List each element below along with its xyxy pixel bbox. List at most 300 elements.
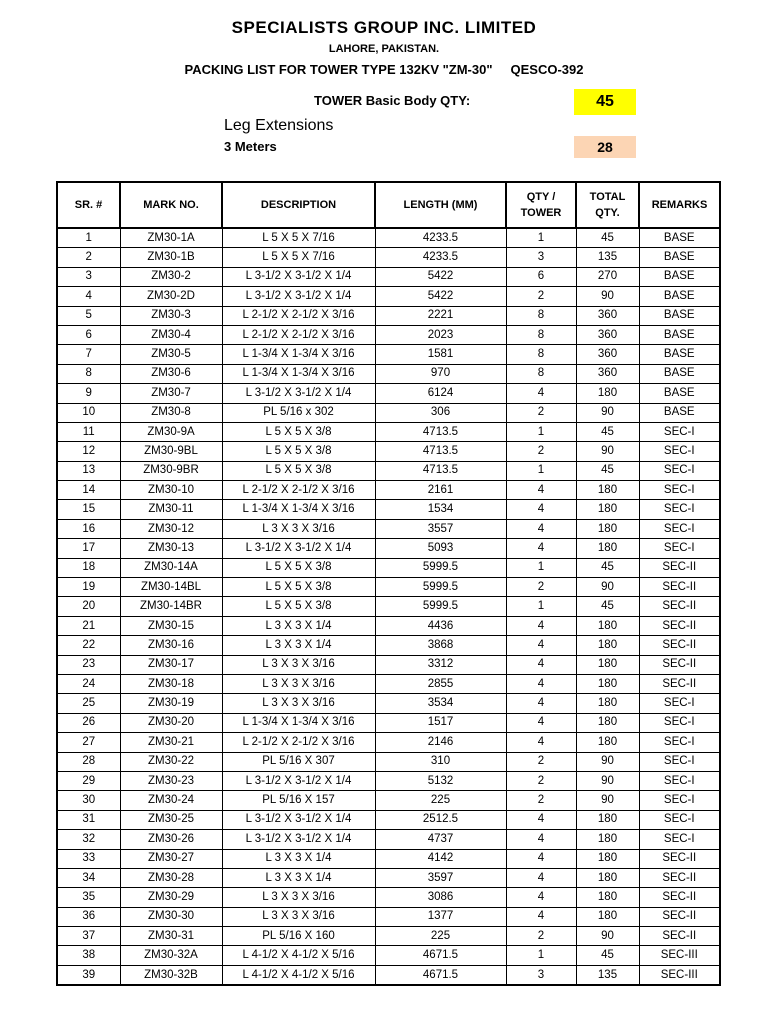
cell-description: PL 5/16 X 157 [222,791,375,810]
cell-total-qty: 90 [576,771,639,790]
cell-sr: 17 [57,539,120,558]
cell-mark-no: ZM30-20 [120,713,222,732]
cell-mark-no: ZM30-27 [120,849,222,868]
packing-list-title [0,62,768,77]
cell-mark-no: ZM30-14A [120,558,222,577]
cell-length: 2023 [375,325,506,344]
cell-total-qty: 180 [576,907,639,926]
cell-description: L 3 X 3 X 1/4 [222,849,375,868]
cell-remarks: BASE [639,248,720,267]
col-header-total-qty-text: TOTAL QTY. [589,191,626,219]
cell-remarks: SEC-II [639,636,720,655]
cell-sr: 15 [57,500,120,519]
cell-qty-tower: 1 [506,461,576,480]
cell-mark-no: ZM30-19 [120,694,222,713]
table-row [57,810,720,829]
table-row [57,384,720,403]
cell-total-qty: 45 [576,422,639,441]
cell-length: 4233.5 [375,228,506,248]
cell-sr: 35 [57,888,120,907]
cell-mark-no: ZM30-9BR [120,461,222,480]
cell-qty-tower: 1 [506,422,576,441]
cell-total-qty: 360 [576,325,639,344]
cell-length: 225 [375,791,506,810]
cell-mark-no: ZM30-5 [120,345,222,364]
cell-length: 4671.5 [375,946,506,965]
cell-qty-tower: 4 [506,733,576,752]
table-row [57,442,720,461]
cell-mark-no: ZM30-29 [120,888,222,907]
cell-qty-tower: 3 [506,965,576,985]
cell-length: 3557 [375,519,506,538]
cell-total-qty: 180 [576,674,639,693]
cell-remarks: SEC-II [639,927,720,946]
cell-description: L 4-1/2 X 4-1/2 X 5/16 [222,965,375,985]
table-row [57,461,720,480]
cell-length: 5999.5 [375,558,506,577]
cell-sr: 34 [57,868,120,887]
cell-description: L 5 X 5 X 3/8 [222,422,375,441]
cell-qty-tower: 4 [506,810,576,829]
cell-sr: 25 [57,694,120,713]
cell-length: 2221 [375,306,506,325]
cell-qty-tower: 4 [506,655,576,674]
cell-total-qty: 90 [576,578,639,597]
cell-remarks: BASE [639,306,720,325]
table-row [57,481,720,500]
cell-description: L 5 X 5 X 7/16 [222,248,375,267]
table-row [57,636,720,655]
cell-length: 1517 [375,713,506,732]
col-header-remarks: REMARKS [639,182,720,228]
cell-mark-no: ZM30-2 [120,267,222,286]
cell-description: L 3 X 3 X 3/16 [222,888,375,907]
cell-remarks: SEC-III [639,965,720,985]
cell-mark-no: ZM30-4 [120,325,222,344]
cell-total-qty: 45 [576,946,639,965]
cell-total-qty: 45 [576,597,639,616]
cell-description: L 3-1/2 X 3-1/2 X 1/4 [222,287,375,306]
cell-length: 5093 [375,539,506,558]
cell-length: 5999.5 [375,597,506,616]
cell-sr: 7 [57,345,120,364]
cell-total-qty: 135 [576,248,639,267]
table-row [57,907,720,926]
cell-sr: 11 [57,422,120,441]
cell-mark-no: ZM30-8 [120,403,222,422]
cell-description: L 1-3/4 X 1-3/4 X 3/16 [222,713,375,732]
cell-total-qty: 180 [576,830,639,849]
cell-total-qty: 90 [576,752,639,771]
cell-length: 1581 [375,345,506,364]
col-header-mark-no: MARK NO. [120,182,222,228]
cell-description: L 3-1/2 X 3-1/2 X 1/4 [222,267,375,286]
cell-total-qty: 45 [576,461,639,480]
cell-mark-no: ZM30-32A [120,946,222,965]
cell-length: 2855 [375,674,506,693]
cell-remarks: SEC-I [639,422,720,441]
cell-qty-tower: 1 [506,228,576,248]
cell-total-qty: 180 [576,655,639,674]
cell-mark-no: ZM30-32B [120,965,222,985]
cell-remarks: BASE [639,345,720,364]
cell-mark-no: ZM30-14BL [120,578,222,597]
cell-description: L 3 X 3 X 3/16 [222,519,375,538]
cell-total-qty: 90 [576,403,639,422]
cell-description: L 3 X 3 X 3/16 [222,674,375,693]
cell-description: L 3-1/2 X 3-1/2 X 1/4 [222,771,375,790]
table-row [57,791,720,810]
cell-sr: 6 [57,325,120,344]
cell-qty-tower: 1 [506,597,576,616]
table-row [57,830,720,849]
cell-description: L 5 X 5 X 3/8 [222,461,375,480]
packing-list-table [56,181,721,986]
cell-sr: 1 [57,228,120,248]
cell-mark-no: ZM30-13 [120,539,222,558]
cell-qty-tower: 4 [506,907,576,926]
project-reference: QESCO-392 [510,62,584,77]
cell-remarks: SEC-I [639,461,720,480]
cell-description: L 3 X 3 X 1/4 [222,868,375,887]
cell-sr: 3 [57,267,120,286]
table-row [57,248,720,267]
cell-mark-no: ZM30-2D [120,287,222,306]
cell-total-qty: 45 [576,228,639,248]
cell-qty-tower: 2 [506,771,576,790]
col-header-qty-tower [506,182,576,228]
cell-description: L 5 X 5 X 3/8 [222,442,375,461]
table-header-row [57,182,720,228]
cell-total-qty: 360 [576,306,639,325]
cell-sr: 31 [57,810,120,829]
cell-sr: 5 [57,306,120,325]
cell-remarks: SEC-II [639,578,720,597]
cell-remarks: SEC-II [639,558,720,577]
table-row [57,713,720,732]
cell-qty-tower: 4 [506,636,576,655]
table-row [57,888,720,907]
basic-body-qty-label: TOWER Basic Body QTY: [314,93,471,108]
table-row [57,558,720,577]
cell-length: 4713.5 [375,422,506,441]
cell-mark-no: ZM30-15 [120,616,222,635]
cell-sr: 33 [57,849,120,868]
cell-remarks: SEC-I [639,500,720,519]
cell-remarks: BASE [639,228,720,248]
cell-description: L 3-1/2 X 3-1/2 X 1/4 [222,810,375,829]
cell-sr: 13 [57,461,120,480]
cell-mark-no: ZM30-9A [120,422,222,441]
cell-length: 5132 [375,771,506,790]
cell-sr: 27 [57,733,120,752]
cell-sr: 29 [57,771,120,790]
cell-sr: 19 [57,578,120,597]
cell-qty-tower: 4 [506,616,576,635]
cell-qty-tower: 3 [506,248,576,267]
cell-mark-no: ZM30-1A [120,228,222,248]
cell-remarks: SEC-I [639,791,720,810]
cell-qty-tower: 4 [506,849,576,868]
cell-description: L 3 X 3 X 1/4 [222,616,375,635]
cell-total-qty: 180 [576,888,639,907]
cell-mark-no: ZM30-14BR [120,597,222,616]
cell-sr: 28 [57,752,120,771]
cell-remarks: BASE [639,384,720,403]
cell-description: L 1-3/4 X 1-3/4 X 3/16 [222,500,375,519]
cell-description: L 2-1/2 X 2-1/2 X 3/16 [222,481,375,500]
cell-mark-no: ZM30-26 [120,830,222,849]
cell-sr: 32 [57,830,120,849]
table-row [57,694,720,713]
cell-remarks: SEC-II [639,907,720,926]
cell-remarks: BASE [639,403,720,422]
cell-sr: 10 [57,403,120,422]
cell-sr: 12 [57,442,120,461]
cell-sr: 20 [57,597,120,616]
cell-mark-no: ZM30-3 [120,306,222,325]
cell-remarks: BASE [639,287,720,306]
cell-qty-tower: 8 [506,306,576,325]
table-row [57,500,720,519]
cell-remarks: SEC-II [639,616,720,635]
cell-length: 4233.5 [375,248,506,267]
cell-total-qty: 180 [576,500,639,519]
cell-qty-tower: 2 [506,927,576,946]
cell-qty-tower: 2 [506,287,576,306]
cell-mark-no: ZM30-9BL [120,442,222,461]
cell-description: L 3-1/2 X 3-1/2 X 1/4 [222,830,375,849]
cell-remarks: BASE [639,267,720,286]
cell-qty-tower: 2 [506,578,576,597]
cell-qty-tower: 2 [506,752,576,771]
cell-description: L 5 X 5 X 3/8 [222,558,375,577]
cell-length: 310 [375,752,506,771]
cell-remarks: SEC-I [639,539,720,558]
cell-remarks: SEC-II [639,888,720,907]
cell-qty-tower: 4 [506,481,576,500]
cell-sr: 22 [57,636,120,655]
cell-remarks: SEC-I [639,771,720,790]
cell-total-qty: 180 [576,616,639,635]
cell-length: 970 [375,364,506,383]
cell-sr: 16 [57,519,120,538]
table-row [57,927,720,946]
cell-description: L 3 X 3 X 3/16 [222,907,375,926]
cell-length: 4436 [375,616,506,635]
cell-sr: 38 [57,946,120,965]
cell-mark-no: ZM30-18 [120,674,222,693]
cell-sr: 4 [57,287,120,306]
table-row [57,422,720,441]
table-row [57,539,720,558]
table-row [57,306,720,325]
cell-remarks: BASE [639,325,720,344]
cell-qty-tower: 4 [506,384,576,403]
cell-qty-tower: 4 [506,830,576,849]
cell-mark-no: ZM30-7 [120,384,222,403]
cell-total-qty: 90 [576,287,639,306]
cell-description: PL 5/16 X 160 [222,927,375,946]
cell-remarks: SEC-I [639,481,720,500]
cell-description: L 5 X 5 X 3/8 [222,597,375,616]
col-header-sr: SR. # [57,182,120,228]
cell-total-qty: 180 [576,481,639,500]
cell-sr: 30 [57,791,120,810]
cell-length: 2146 [375,733,506,752]
cell-length: 6124 [375,384,506,403]
cell-remarks: SEC-III [639,946,720,965]
cell-remarks: SEC-I [639,830,720,849]
cell-qty-tower: 2 [506,403,576,422]
table-row [57,616,720,635]
cell-remarks: SEC-I [639,733,720,752]
cell-mark-no: ZM30-1B [120,248,222,267]
cell-mark-no: ZM30-11 [120,500,222,519]
cell-total-qty: 180 [576,810,639,829]
cell-sr: 21 [57,616,120,635]
col-header-total-qty [576,182,639,228]
cell-length: 3868 [375,636,506,655]
cell-remarks: SEC-I [639,519,720,538]
cell-description: L 3-1/2 X 3-1/2 X 1/4 [222,539,375,558]
cell-length: 4713.5 [375,442,506,461]
col-header-description: DESCRIPTION [222,182,375,228]
cell-remarks: SEC-II [639,655,720,674]
table-row [57,345,720,364]
cell-qty-tower: 4 [506,500,576,519]
cell-length: 3534 [375,694,506,713]
cell-length: 2161 [375,481,506,500]
cell-remarks: SEC-II [639,868,720,887]
cell-description: L 2-1/2 X 2-1/2 X 3/16 [222,306,375,325]
cell-total-qty: 180 [576,519,639,538]
cell-description: L 2-1/2 X 2-1/2 X 3/16 [222,325,375,344]
cell-remarks: SEC-II [639,597,720,616]
cell-length: 5422 [375,267,506,286]
table-row [57,267,720,286]
cell-sr: 9 [57,384,120,403]
company-location: LAHORE, PAKISTAN. [328,43,440,55]
cell-total-qty: 180 [576,539,639,558]
cell-length: 4713.5 [375,461,506,480]
table-row [57,578,720,597]
cell-sr: 36 [57,907,120,926]
cell-length: 225 [375,927,506,946]
cell-description: L 4-1/2 X 4-1/2 X 5/16 [222,946,375,965]
table-row [57,287,720,306]
cell-remarks: SEC-I [639,810,720,829]
cell-total-qty: 180 [576,384,639,403]
leg-extensions-title: Leg Extensions [224,117,334,134]
cell-description: PL 5/16 x 302 [222,403,375,422]
cell-description: L 1-3/4 X 1-3/4 X 3/16 [222,364,375,383]
cell-total-qty: 270 [576,267,639,286]
cell-description: L 3 X 3 X 1/4 [222,636,375,655]
cell-total-qty: 90 [576,927,639,946]
cell-total-qty: 180 [576,849,639,868]
cell-description: L 3 X 3 X 3/16 [222,694,375,713]
cell-sr: 39 [57,965,120,985]
cell-description: L 3 X 3 X 3/16 [222,655,375,674]
cell-qty-tower: 1 [506,558,576,577]
cell-length: 4142 [375,849,506,868]
cell-remarks: SEC-I [639,752,720,771]
cell-qty-tower: 4 [506,868,576,887]
cell-mark-no: ZM30-25 [120,810,222,829]
cell-total-qty: 180 [576,713,639,732]
cell-total-qty: 135 [576,965,639,985]
leg-extension-qty-value: 28 [574,136,636,158]
cell-total-qty: 180 [576,733,639,752]
table-row [57,228,720,248]
cell-sr: 23 [57,655,120,674]
cell-length: 1534 [375,500,506,519]
cell-mark-no: ZM30-21 [120,733,222,752]
cell-qty-tower: 4 [506,674,576,693]
table-row [57,965,720,985]
cell-qty-tower: 8 [506,325,576,344]
cell-description: L 3-1/2 X 3-1/2 X 1/4 [222,384,375,403]
table-row [57,733,720,752]
cell-sr: 18 [57,558,120,577]
packing-list-tower-type: PACKING LIST FOR TOWER TYPE 132KV "ZM-30" [184,62,493,77]
cell-length: 2512.5 [375,810,506,829]
table-row [57,364,720,383]
col-header-qty-tower-text: QTY / TOWER [520,191,562,219]
cell-length: 4671.5 [375,965,506,985]
cell-length: 3086 [375,888,506,907]
cell-total-qty: 180 [576,694,639,713]
cell-sr: 8 [57,364,120,383]
cell-qty-tower: 1 [506,946,576,965]
table-row [57,403,720,422]
cell-total-qty: 360 [576,345,639,364]
cell-length: 5422 [375,287,506,306]
table-row [57,325,720,344]
cell-total-qty: 360 [576,364,639,383]
table-row [57,655,720,674]
cell-mark-no: ZM30-23 [120,771,222,790]
cell-sr: 26 [57,713,120,732]
cell-total-qty: 180 [576,868,639,887]
cell-mark-no: ZM30-31 [120,927,222,946]
cell-description: L 1-3/4 X 1-3/4 X 3/16 [222,345,375,364]
cell-qty-tower: 6 [506,267,576,286]
cell-length: 5999.5 [375,578,506,597]
basic-body-qty-value: 45 [574,89,636,115]
cell-qty-tower: 4 [506,713,576,732]
cell-sr: 2 [57,248,120,267]
cell-mark-no: ZM30-22 [120,752,222,771]
cell-length: 1377 [375,907,506,926]
cell-total-qty: 90 [576,791,639,810]
cell-qty-tower: 8 [506,364,576,383]
company-name: SPECIALISTS GROUP INC. LIMITED [231,18,537,37]
cell-length: 3312 [375,655,506,674]
cell-mark-no: ZM30-12 [120,519,222,538]
table-row [57,597,720,616]
cell-sr: 37 [57,927,120,946]
table-row [57,946,720,965]
cell-remarks: SEC-I [639,713,720,732]
cell-length: 3597 [375,868,506,887]
cell-description: L 5 X 5 X 3/8 [222,578,375,597]
cell-remarks: SEC-I [639,442,720,461]
cell-length: 306 [375,403,506,422]
cell-mark-no: ZM30-30 [120,907,222,926]
cell-mark-no: ZM30-17 [120,655,222,674]
